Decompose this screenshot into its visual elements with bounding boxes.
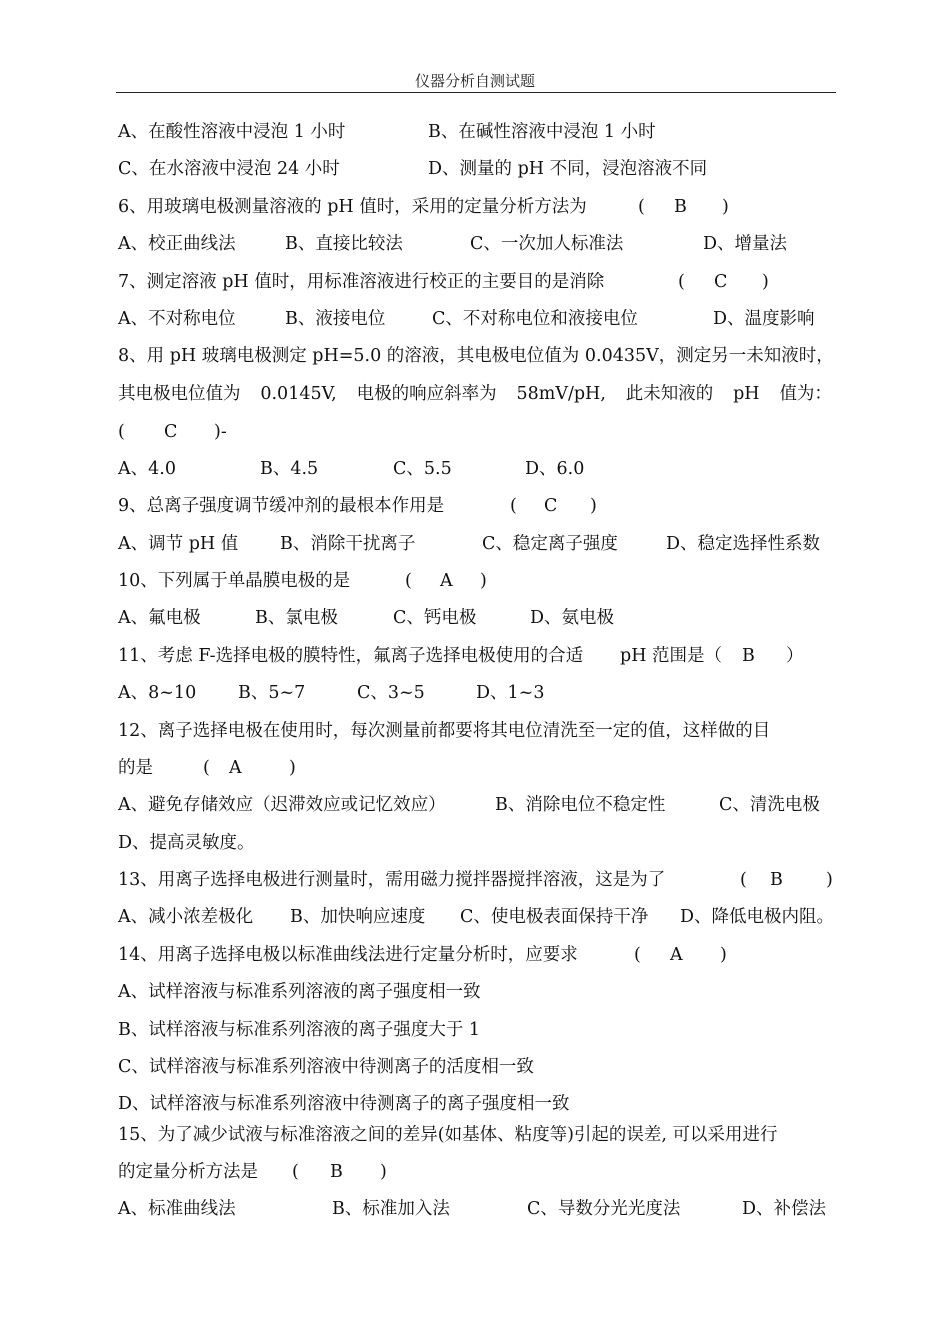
text-segment: C: [164, 422, 178, 442]
text-segment: C、在水溶液中浸泡 24 小时: [118, 159, 340, 179]
text-segment: 58mV/pH,: [516, 384, 606, 404]
text-segment: ): [762, 272, 769, 292]
text-segment: A: [670, 945, 683, 965]
text-segment: (: [405, 571, 412, 591]
text-segment: A: [440, 571, 453, 591]
text-line: [118, 1056, 534, 1078]
text-line: [118, 1161, 387, 1183]
text-line: [118, 981, 481, 1003]
text-line: [118, 383, 832, 405]
text-segment: (: [118, 422, 125, 442]
text-segment: C、导数分光光度法: [527, 1199, 681, 1219]
text-line: [118, 794, 820, 816]
text-segment: A、氟电极: [118, 608, 201, 628]
text-segment: C、清洗电极: [719, 795, 820, 815]
text-segment: ): [289, 758, 296, 778]
text-line: [118, 757, 296, 779]
text-segment: B、液接电位: [285, 309, 386, 329]
text-segment: A、不对称电位: [118, 309, 236, 329]
text-segment: B、标准加入法: [332, 1199, 450, 1219]
text-segment: A、校正曲线法: [118, 234, 236, 254]
text-segment: 7、测定溶液 pH 值时，用标准溶液进行校正的主要目的是消除: [118, 272, 605, 292]
text-segment: B: [674, 197, 687, 217]
text-segment: C、一次加人标准法: [470, 234, 624, 254]
text-line: [118, 1019, 480, 1041]
text-segment: D、降低电极内阻。: [680, 907, 835, 927]
text-segment: 电极的响应斜率为: [356, 384, 497, 404]
text-segment: D、提高灵敏度。: [118, 833, 255, 853]
text-segment: A、试样溶液与标准系列溶液的离子强度相一致: [118, 982, 481, 1002]
text-line: [118, 158, 707, 180]
text-segment: 11、考虑 F-选择电极的膜特性，氟离子选择电极使用的合适: [118, 646, 584, 666]
text-line: [118, 869, 833, 891]
text-segment: 其电极电位值为: [118, 384, 241, 404]
text-segment: 0.0145V,: [260, 384, 337, 404]
text-segment: 9、总离子强度调节缓冲剂的最根本作用是: [118, 496, 445, 516]
text-line: [118, 233, 787, 255]
text-segment: B、加快响应速度: [290, 907, 426, 927]
text-segment: C、5.5: [393, 459, 452, 479]
text-segment: ）: [786, 646, 804, 666]
text-segment: A、在酸性溶液中浸泡 1 小时: [118, 122, 346, 142]
text-segment: 8、用 pH 玻璃电极测定 pH=5.0 的溶液，其电极电位值为 0.0435V，测定另一未知液时，: [118, 346, 834, 366]
text-line: [118, 570, 487, 592]
text-line: [118, 906, 834, 928]
text-segment: A、调节 pH 值: [118, 534, 239, 554]
text-segment: B: [742, 646, 755, 666]
text-line: [118, 458, 584, 480]
text-segment: B、在碱性溶液中浸泡 1 小时: [428, 122, 656, 142]
text-segment: ): [826, 870, 833, 890]
text-line: [118, 271, 769, 293]
text-segment: C: [544, 496, 558, 516]
text-segment: (: [292, 1162, 299, 1182]
text-segment: D、补偿法: [742, 1199, 827, 1219]
text-segment: A、避免存储效应（迟滞效应或记忆效应）: [118, 795, 446, 815]
text-segment: 值为：: [779, 384, 832, 404]
text-segment: (: [740, 870, 747, 890]
text-segment: 的定量分析方法是: [118, 1162, 258, 1182]
text-segment: D、测量的 pH 不同，浸泡溶液不同: [428, 159, 708, 179]
text-segment: ): [722, 197, 729, 217]
text-segment: B、5~7: [238, 683, 306, 703]
text-line: [118, 1198, 826, 1220]
text-segment: ): [480, 571, 487, 591]
text-line: [118, 1093, 570, 1115]
text-segment: C: [714, 272, 728, 292]
text-segment: 13、用离子选择电极进行测量时，需用磁力搅拌器搅拌溶液，这是为了: [118, 870, 666, 890]
text-line: [118, 533, 820, 555]
text-segment: B、试样溶液与标准系列溶液的离子强度大于 1: [118, 1020, 481, 1040]
text-segment: (: [634, 945, 641, 965]
text-segment: )-: [214, 422, 227, 442]
text-segment: 的是: [118, 758, 153, 778]
text-line: [118, 682, 544, 704]
header-rule: [116, 92, 836, 93]
text-segment: 此未知液的: [625, 384, 714, 404]
text-line: [118, 196, 729, 218]
text-segment: (: [510, 496, 517, 516]
text-line: [118, 345, 834, 367]
text-line: [118, 495, 597, 517]
text-segment: 14、用离子选择电极以标准曲线法进行定量分析时，应要求: [118, 945, 578, 965]
text-line: [118, 832, 255, 854]
text-segment: B: [330, 1162, 343, 1182]
text-line: [118, 720, 832, 742]
text-segment: B、氯电极: [255, 608, 338, 628]
text-segment: 6、用玻璃电极测量溶液的 pH 值时，采用的定量分析方法为: [118, 197, 587, 217]
text-segment: (: [203, 758, 210, 778]
text-segment: A、减小浓差极化: [118, 907, 254, 927]
text-line: [118, 944, 727, 966]
text-line: [118, 121, 656, 143]
text-segment: D、稳定选择性系数: [666, 534, 821, 554]
text-segment: C、使电极表面保持干净: [460, 907, 649, 927]
text-segment: (: [638, 197, 645, 217]
text-segment: 12、离子选择电极在使用时，每次测量前都要将其电位清洗至一定的值，这样做的目: [118, 721, 771, 741]
text-line: [118, 645, 804, 667]
text-segment: C、试样溶液与标准系列溶液中待测离子的活度相一致: [118, 1057, 534, 1077]
text-segment: C、3~5: [357, 683, 425, 703]
text-segment: (: [678, 272, 685, 292]
text-segment: C、不对称电位和液接电位: [432, 309, 638, 329]
text-segment: D、1~3: [476, 683, 545, 703]
text-segment: A、4.0: [118, 459, 176, 479]
text-segment: D、氨电极: [530, 608, 615, 628]
text-segment: ): [590, 496, 597, 516]
text-segment: A、标准曲线法: [118, 1199, 236, 1219]
text-segment: B、直接比较法: [285, 234, 403, 254]
text-segment: ): [380, 1162, 387, 1182]
text-segment: C、稳定离子强度: [482, 534, 618, 554]
text-segment: D、6.0: [525, 459, 585, 479]
page-header-title: 仪器分析自测试题: [414, 72, 535, 90]
text-segment: B、消除干扰离子: [280, 534, 416, 554]
text-line: [118, 308, 815, 330]
text-segment: C、钙电极: [393, 608, 477, 628]
text-segment: D、增量法: [703, 234, 788, 254]
text-segment: B、消除电位不稳定性: [495, 795, 666, 815]
text-segment: D、温度影响: [713, 309, 815, 329]
text-line: [118, 607, 614, 629]
text-segment: 10、下列属于单晶膜电极的是: [118, 571, 351, 591]
text-line: [118, 421, 227, 443]
text-segment: pH 范围是（: [620, 646, 723, 666]
text-segment: B: [770, 870, 783, 890]
text-segment: ): [720, 945, 727, 965]
text-line: [118, 1124, 832, 1146]
text-segment: 15、为了减少试液与标准溶液之间的差异(如基体、粘度等)引起的误差, 可以采用进行: [118, 1125, 778, 1145]
text-segment: A: [229, 758, 242, 778]
text-segment: B、4.5: [260, 459, 319, 479]
text-segment: D、试样溶液与标准系列溶液中待测离子的离子强度相一致: [118, 1094, 570, 1114]
text-segment: A、8~10: [118, 683, 197, 703]
text-segment: pH: [733, 384, 760, 404]
